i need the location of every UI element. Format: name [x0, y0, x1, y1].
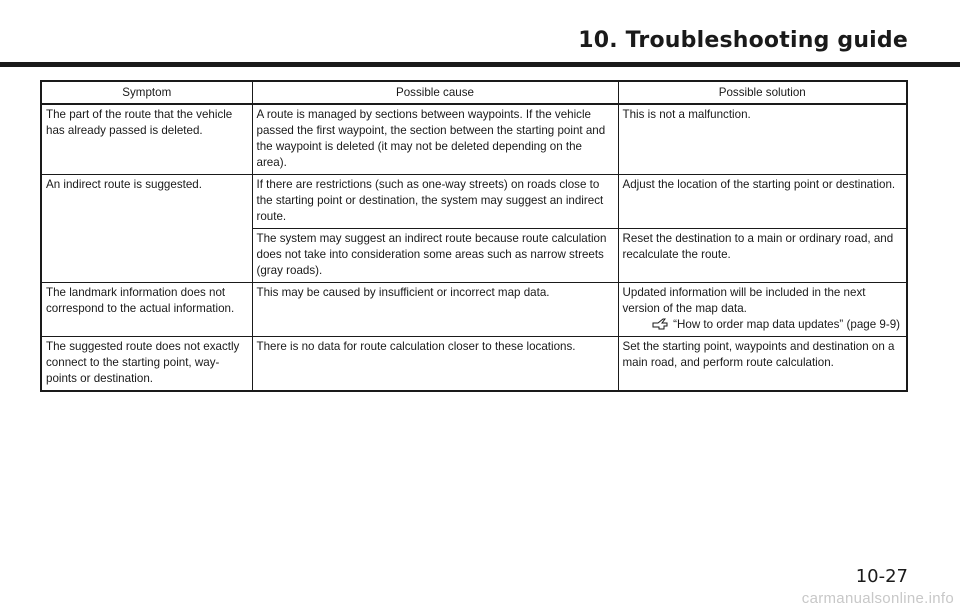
- table-header-row: [41, 81, 907, 104]
- table-row: [41, 175, 907, 229]
- solution-cell: Set the starting point, waypoints and destination on a main road, and perform route calculation.: [618, 337, 907, 392]
- reference-pointer-icon: [652, 318, 670, 330]
- cause-cell: There is no data for route calculation closer to these locations.: [252, 337, 618, 392]
- solution-cell: [618, 283, 907, 337]
- header-rule: [0, 62, 960, 67]
- cause-cell: A route is managed by sections between waypoints. If the vehicle passed the first waypoint, the section between the starting point and the waypoint is deleted (it may not be deleted depending on the area).: [252, 104, 618, 175]
- watermark-text: carmanualsonline.info: [801, 590, 954, 607]
- page-reference[interactable]: [623, 317, 903, 333]
- page-number: 10-27: [855, 566, 908, 587]
- cause-cell: This may be caused by insufficient or incorrect map data.: [252, 283, 618, 337]
- symptom-cell: An indirect route is suggested.: [41, 175, 252, 283]
- symptom-cell: The suggested route does not exactly connect to the starting point, way-points or destination.: [41, 337, 252, 392]
- table-row: [41, 104, 907, 175]
- page-title: 10. Troubleshooting guide: [578, 28, 908, 53]
- solution-cell: This is not a malfunction.: [618, 104, 907, 175]
- cause-cell: If there are restrictions (such as one-way streets) on roads close to the starting point or destination, the system may suggest an indirect route.: [252, 175, 618, 229]
- table-row: [41, 337, 907, 392]
- solution-cell: Reset the destination to a main or ordinary road, and recalculate the route.: [618, 229, 907, 283]
- solution-text: Updated information will be included in the next version of the map data.: [622, 286, 866, 315]
- troubleshooting-table: [40, 80, 908, 392]
- page-reference-label: “How to order map data updates” (page 9-9): [673, 318, 900, 331]
- solution-cell: Adjust the location of the starting point or destination.: [618, 175, 907, 229]
- column-header-symptom: Symptom: [41, 81, 252, 104]
- troubleshooting-table-container: [40, 80, 906, 392]
- symptom-cell: The landmark information does not correspond to the actual information.: [41, 283, 252, 337]
- cause-cell: The system may suggest an indirect route because route calculation does not take into consideration some areas such as narrow streets (gray roads).: [252, 229, 618, 283]
- column-header-cause: Possible cause: [252, 81, 618, 104]
- table-row: [41, 283, 907, 337]
- column-header-solution: Possible solution: [618, 81, 907, 104]
- symptom-cell: The part of the route that the vehicle has already passed is deleted.: [41, 104, 252, 175]
